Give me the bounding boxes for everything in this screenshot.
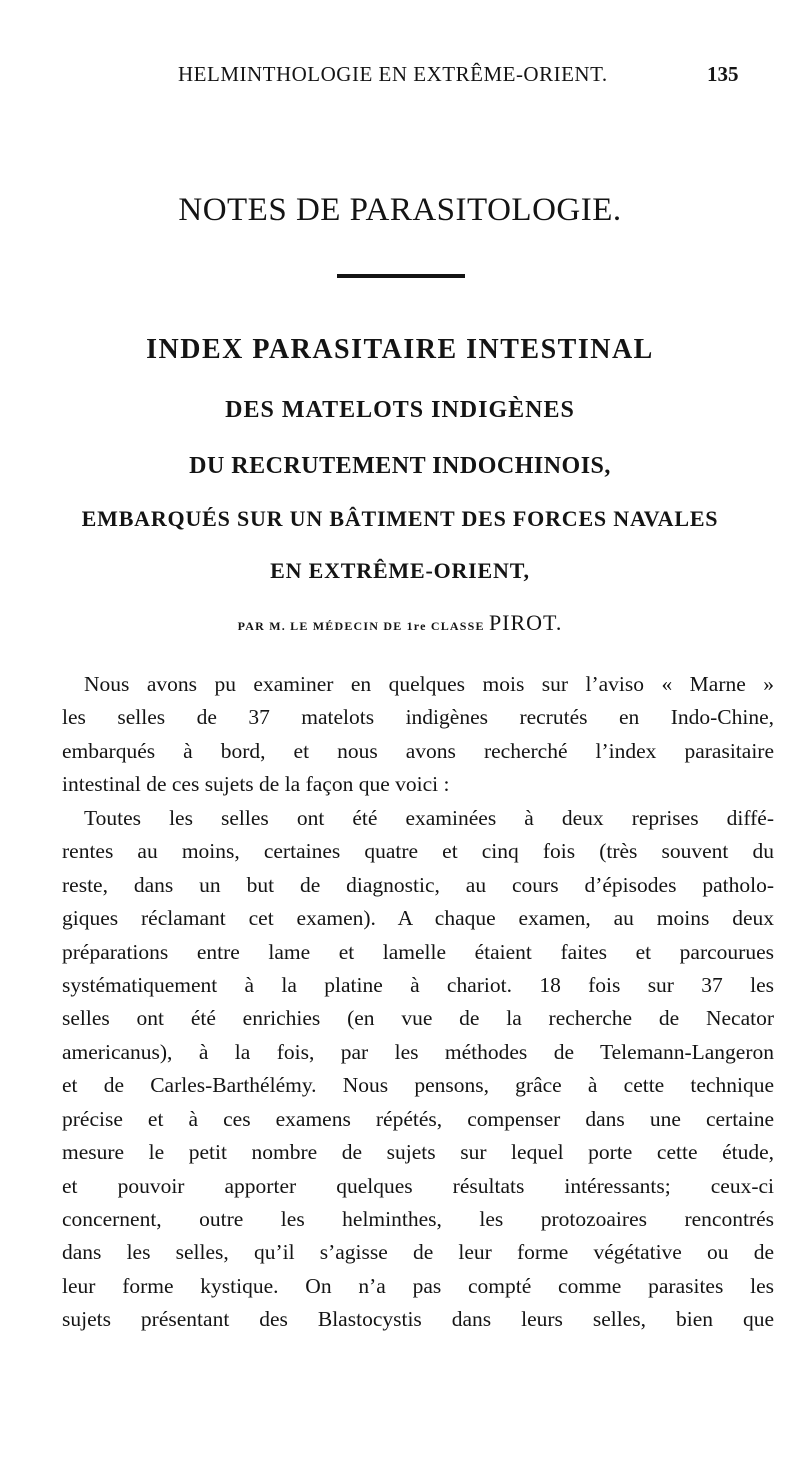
text-line: Nous avons pu examiner en quelques mois sur l’aviso « Marne » bbox=[84, 672, 774, 696]
text-line: et pouvoir apporter quelques résultats intéressants; ceux-ci bbox=[62, 1173, 774, 1198]
text-line: rentes au moins, certaines quatre et cinq fois (très souvent du bbox=[62, 839, 774, 864]
text-line: mesure le petit nombre de sujets sur lequel porte cette étude, bbox=[62, 1140, 774, 1165]
subtitle-line-5: EN EXTRÊME-ORIENT, bbox=[270, 558, 530, 583]
text-line: Toutes les selles ont été examinées à deux reprises diffé- bbox=[84, 805, 774, 830]
subtitle-line-1: INDEX PARASITAIRE INTESTINAL bbox=[146, 334, 654, 365]
text-line: précise et à ces examens répétés, compenser dans une certaine bbox=[62, 1106, 774, 1131]
subtitle-line-2: DES MATELOTS INDIGÈNES bbox=[225, 397, 575, 423]
text-line: sujets présentant des Blastocystis dans leurs selles, bien que bbox=[62, 1307, 774, 1332]
article-title: NOTES DE PARASITOLOGIE. bbox=[178, 192, 622, 228]
title-rule bbox=[337, 274, 465, 278]
running-title: HELMINTHOLOGIE EN EXTRÊME-ORIENT. bbox=[178, 62, 608, 86]
text-line: leur forme kystique. On n’a pas compté comme parasites les bbox=[62, 1273, 774, 1298]
subtitle-line-4: EMBARQUÉS SUR UN BÂTIMENT DES FORCES NAVALES bbox=[81, 506, 719, 531]
text-line: les selles de 37 matelots indigènes recrutés en Indo-Chine, bbox=[62, 705, 774, 730]
author-byline bbox=[0, 610, 800, 636]
author-name: PIROT. bbox=[488, 610, 563, 635]
text-line: embarqués à bord, et nous avons recherché l’index parasitaire bbox=[62, 738, 774, 763]
running-header bbox=[0, 62, 800, 92]
text-line: selles ont été enrichies (en vue de la recherche de Necator bbox=[62, 1006, 774, 1031]
text-line: intestinal de ces sujets de la façon que voici : bbox=[62, 772, 450, 797]
page-number: 135 bbox=[707, 62, 739, 86]
text-line: préparations entre lame et lamelle étaient faites et parcourues bbox=[62, 939, 774, 964]
text-line: dans les selles, qu’il s’agisse de leur forme végétative ou de bbox=[62, 1240, 774, 1265]
text-line: systématiquement à la platine à chariot. 18 fois sur 37 les bbox=[62, 972, 774, 997]
text-line: giques réclamant cet examen). A chaque examen, au moins deux bbox=[62, 906, 774, 931]
byline-prefix: PAR M. LE MÉDECIN DE 1re CLASSE bbox=[237, 619, 485, 633]
text-line: et de Carles-Barthélémy. Nous pensons, grâce à cette technique bbox=[62, 1073, 774, 1098]
subtitle-line-3: DU RECRUTEMENT INDOCHINOIS, bbox=[189, 453, 611, 479]
text-line: reste, dans un but de diagnostic, au cours d’épisodes patholo- bbox=[62, 872, 774, 897]
body-text bbox=[62, 668, 774, 1337]
text-line: americanus), à la fois, par les méthodes de Telemann-Langeron bbox=[62, 1039, 774, 1064]
text-line: concernent, outre les helminthes, les protozoaires rencontrés bbox=[62, 1207, 774, 1231]
